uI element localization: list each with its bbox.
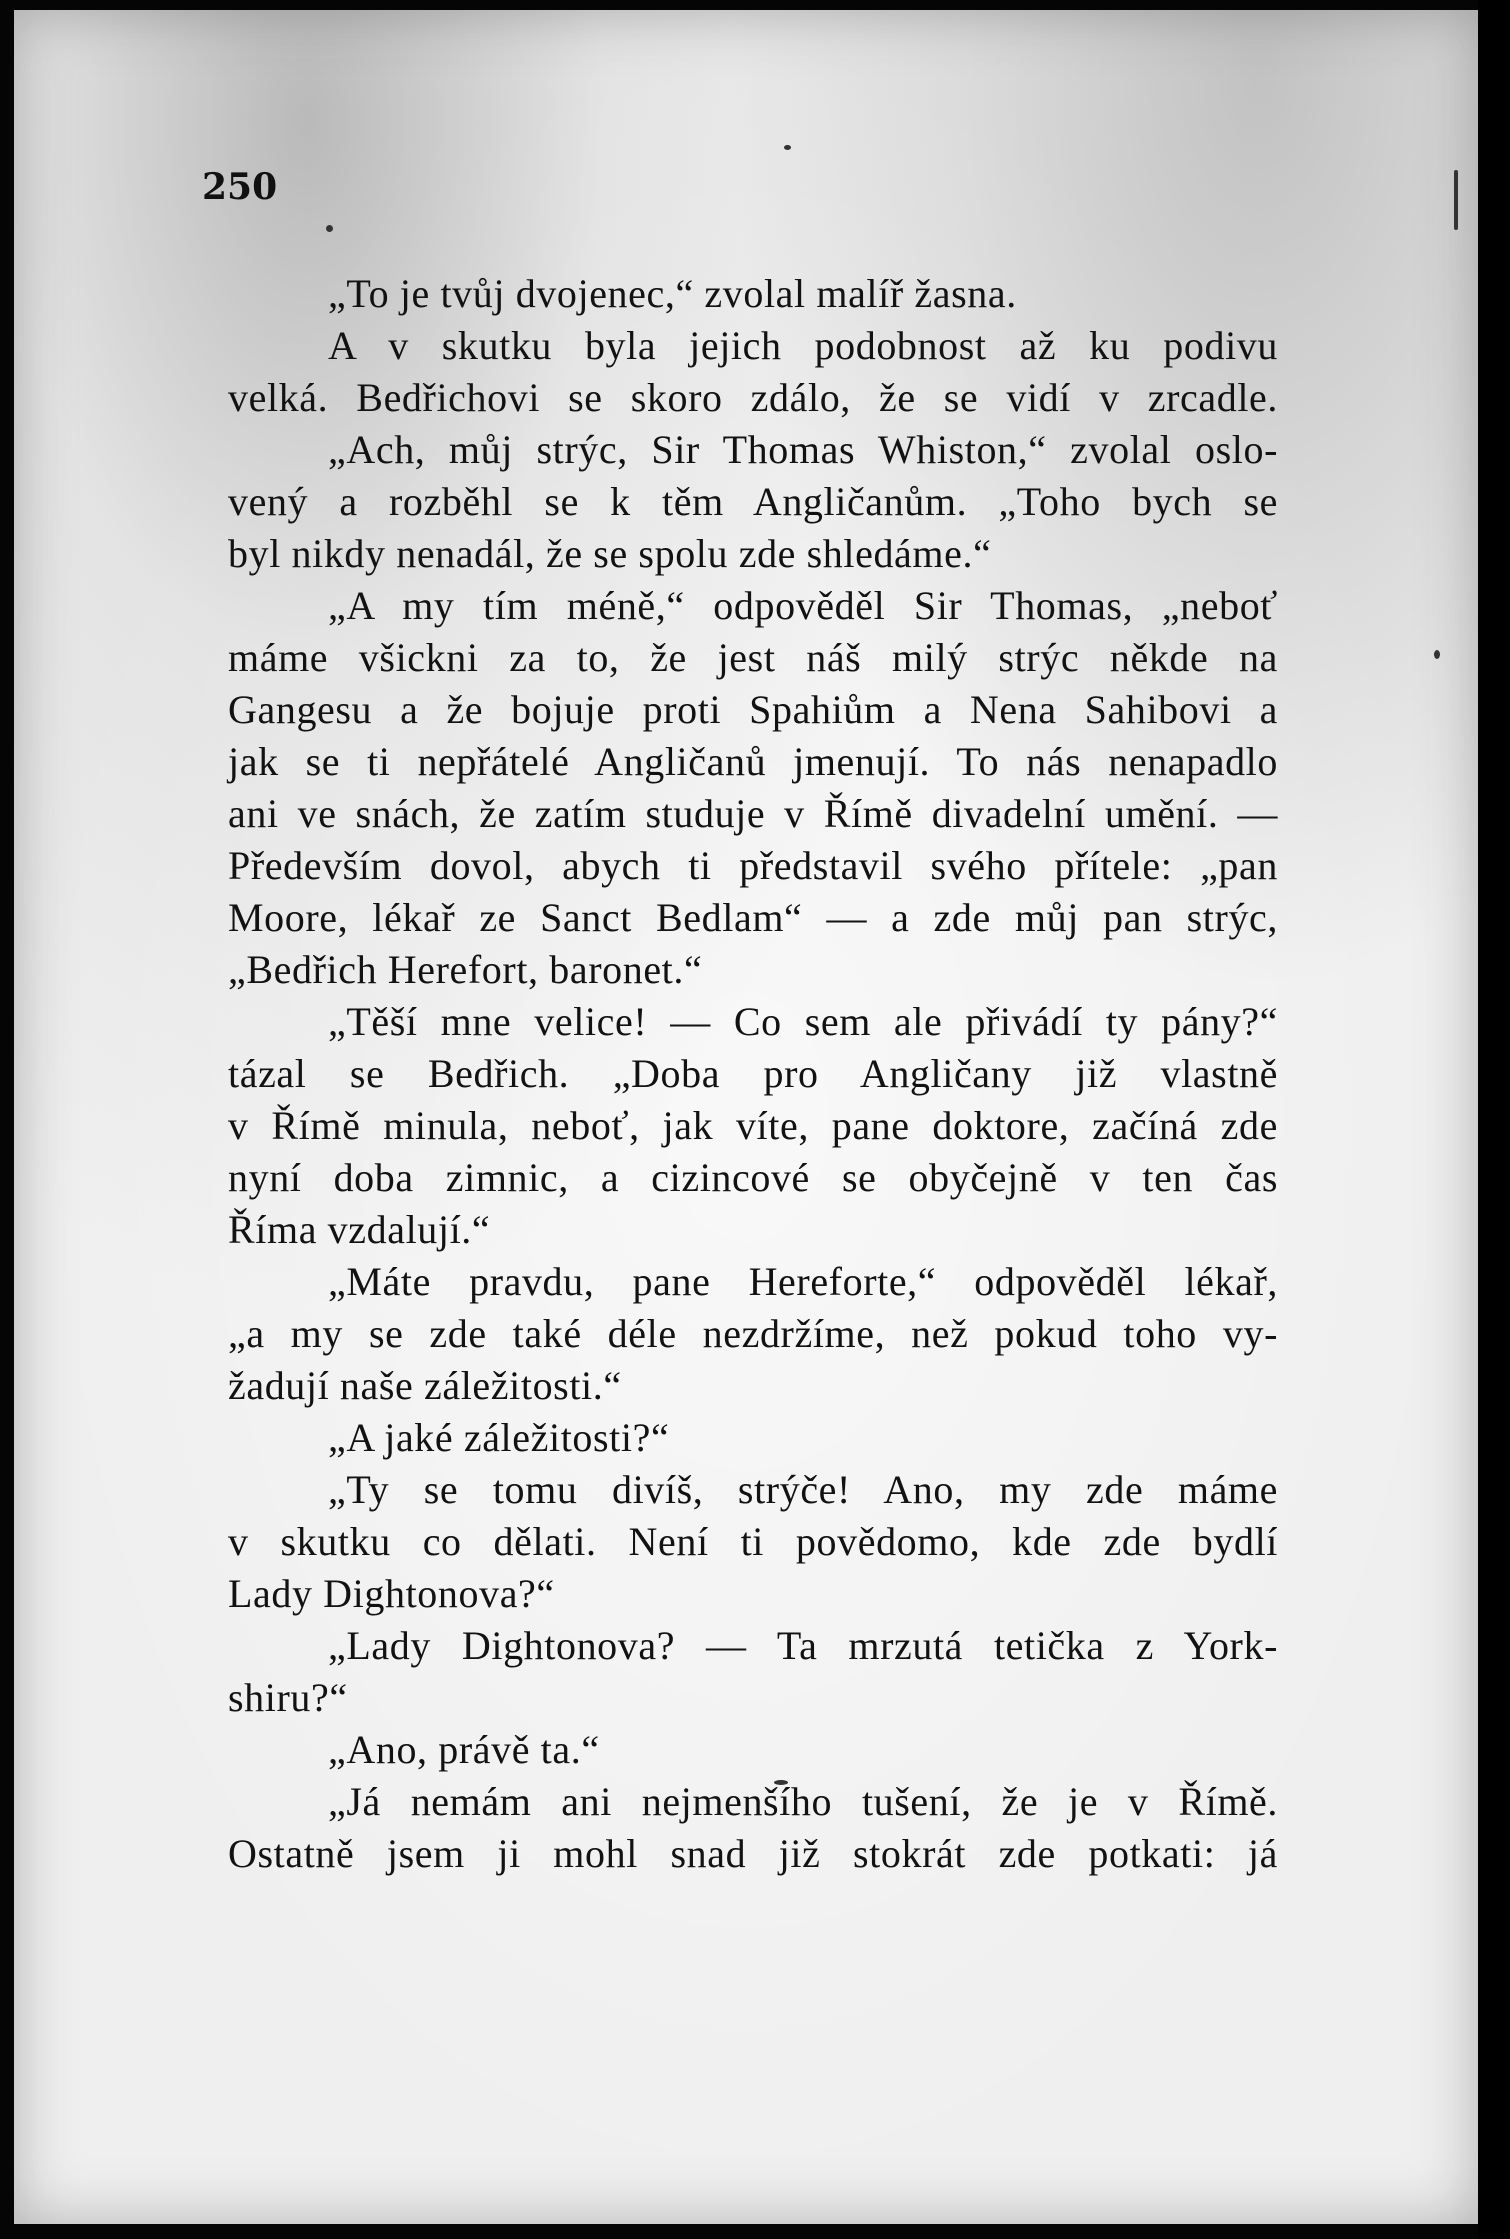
text-line: „Máte pravdu, pane Hereforte,“ odpověděl lékař, [328,1259,1278,1304]
text-line: Moore, lékař ze Sanct Bedlam“ — a zde můj pan strýc, [228,895,1278,940]
text-line: žadují naše záležitosti.“ [228,1363,622,1408]
text-line: „To je tvůj dvojenec,“ zvolal malíř žasna. [328,271,1017,316]
text-line: v skutku co dělati. Není ti povědomo, kde zde bydlí [228,1519,1278,1564]
text-line: Lady Dightonova?“ [228,1571,555,1616]
text-line: vený a rozběhl se k těm Angličanům. „Toho bych se [228,479,1278,524]
text-line: „Ty se tomu divíš, strýče! Ano, my zde máme [328,1467,1278,1512]
text-line: „Bedřich Herefort, baronet.“ [228,947,703,992]
page-edge-shadow [1478,0,1510,2239]
page-number: 250 [202,166,278,208]
text-line: Především dovol, abych ti představil svého přítele: „pan [228,843,1278,888]
text-line: jak se ti nepřátelé Angličanů jmenují. To nás nenapadlo [228,739,1278,784]
text-line: „Ach, můj strýc, Sir Thomas Whiston,“ zvolal oslo- [328,427,1278,472]
text-line: Gangesu a že bojuje proti Spahiům a Nena Sahibovi a [228,687,1278,732]
text-line: „Ano, právě ta.“ [328,1727,600,1772]
text-line: v Římě minula, neboť, jak víte, pane doktore, začíná zde [228,1103,1278,1148]
text-line: byl nikdy nenadál, že se spolu zde shledáme.“ [228,531,992,576]
text-line: „A my tím méně,“ odpověděl Sir Thomas, „neboť [328,583,1278,628]
text-line: „Já nemám ani nejmenšího tušení, že je v Římě. [328,1779,1278,1824]
text-line: „Těší mne velice! — Co sem ale přivádí ty pány?“ [328,999,1278,1044]
text-line: A v skutku byla jejich podobnost až ku podivu [328,323,1278,368]
text-line: Říma vzdalují.“ [228,1207,491,1252]
print-speck [326,225,333,232]
print-speck [1454,170,1458,230]
print-speck [1434,650,1440,659]
text-line: Ostatně jsem ji mohl snad již stokrát zde potkati: já [228,1831,1278,1876]
text-line: „Lady Dightonova? — Ta mrzutá tetička z York- [328,1623,1278,1668]
text-line: velká. Bedřichovi se skoro zdálo, že se vidí v zrcadle. [228,375,1278,420]
print-speck [784,145,791,150]
text-line: nyní doba zimnic, a cizincové se obyčejně v ten čas [228,1155,1278,1200]
text-line: „a my se zde také déle nezdržíme, než pokud toho vy- [228,1311,1278,1356]
text-line: máme všickni za to, že jest náš milý strýc někde na [228,635,1278,680]
text-line: ani ve snách, že zatím studuje v Římě divadelní umění. — [228,791,1278,836]
body-text [228,268,1278,1880]
text-line: shiru?“ [228,1675,348,1720]
text-line: tázal se Bedřich. „Doba pro Angličany již vlastně [228,1051,1278,1096]
text-line: „A jaké záležitosti?“ [328,1415,670,1460]
